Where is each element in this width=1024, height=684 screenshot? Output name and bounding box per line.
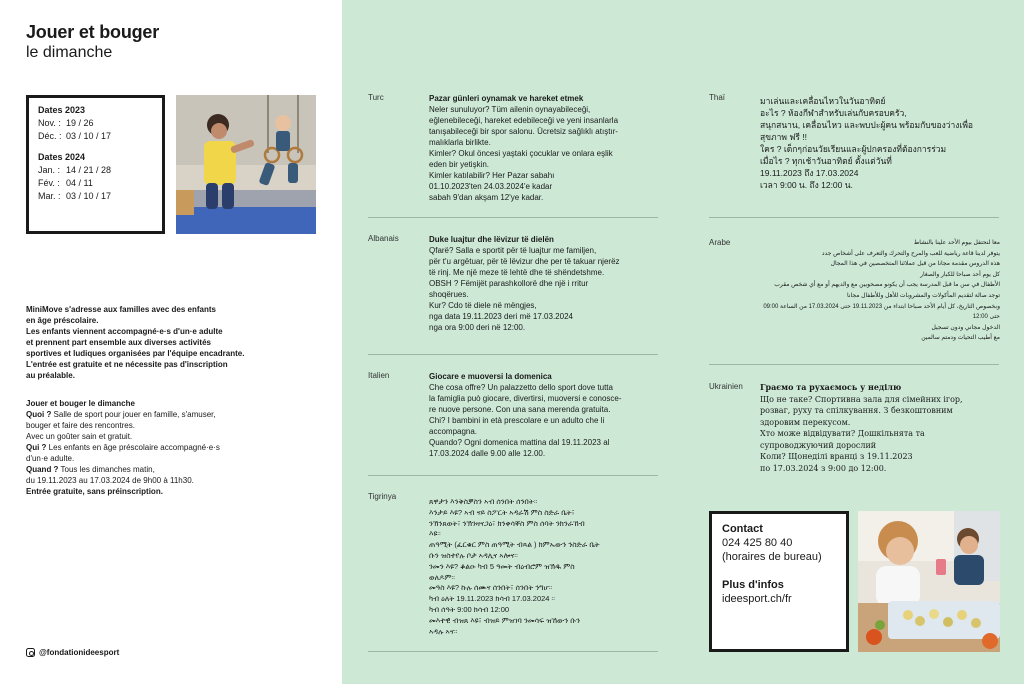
website-link[interactable]: ideesport.ch/fr [722,593,792,605]
date-row: Nov. : 19 / 26 [38,118,94,128]
contact-box [709,511,849,652]
divider [368,475,658,476]
dates-2023-heading: Dates 2023 [38,105,86,115]
section-arabe: معا لنحتفل بيوم الأحد علينا بالنشاط يتوفر لدينا قاعة رياضية للعب والمرح والتحرك والتعرف على أشخاص جدد هذه الدروس مقدمة مجانا من قبل عملائنا المتخصصين في هذا المجال كل يوم أحد صباحا للكبار والصغار الأطفال في سن ما قبل المدرسة يجب أن يكونو مصحوبين مع والديهم أو مع أي شخص مقرب توجد صالة لتقديم المأكولات والمشروبات للأهل وللأطفال مجانا وبخصوص التاريخ، كل أيام الأحد صباحا ابتداء من 19.11.2023 حتى 17.03.2024 من الساعة 09:00 حتى 12:00 الدخول مجاني ودون تسجيل مع أطيب التحيات ودمتم سالمين [763,240,1000,342]
dates-box [26,95,165,234]
section-albanais: Duke luajtur dhe lëvizur të dielën Qfarë? Salla e sportit për të luajtur me familjen, për t'u argëtuar, për të lëvizur dhe per të takuar njerëz të rinj. Me një meze të lehtë dhe të shëndetshme. OBSH ? Fëmijët parashkollorë dhe një i rritur shoqërues. Kur? Cdo të diele në mëngjes, nga data 19.11.2023 deri më 17.03.2024 nga ora 9:00 deri në 12:00. [429,235,620,332]
french-info: Jouer et bouger le dimanche Quoi ? Salle de sport pour jouer en famille, s'amuser, bouger et faire des rencontres. Avec un goûter sain et gratuit. Qui ? Les enfants en âge préscolaire accompagné·e·s d'un·e adulte. Quand ? Tous les dimanches matin, du 19.11.2023 au 17.03.2024 de 9h00 à 11h30. Entrée gratuite, sans préinscription. [26,398,326,497]
date-row: Fév. : 04 / 11 [38,178,93,188]
french-heading: Jouer et bouger le dimanche [26,399,135,408]
divider [368,651,658,652]
divider [368,354,658,355]
date-row: Jan. : 14 / 21 / 28 [38,165,112,175]
page-title: Jouer et bouger [26,22,160,42]
lang-label-arabe: Arabe [709,238,731,247]
gym-photo [176,95,316,234]
section-tigrinya: ጸዋታን እንቅስቓስን ኣብ ሰንበት ሰንበት። እንታይ እዩ? ኣብ ናይ ስፖርት ኣዳራሽ ምስ ስድራ ቤት፣ ንኽንጸወት፣ ንኽንዛናጋዕ፣ ክንቀሳቐስ ምስ ሰባት ንክንራኸብ እዩ። ጠዓሚት (ፈርቁር ምስ ጠዓሚት ብጻል ) ክምኡውን ንስድራ ቤት ቡን ዝስተየሉ ቦታ ኣዳሊና ኣሎና። ንመን እዩ? ቆልዑ ካብ 5 ዓመት ብዕብሮም ዝኽዱ ምስ ወለዶም። መዓስ እዩ? ኩሉ ሰሙና ሰንበት፣ ሰንበት ንግሆ። ካብ ዕለት 19.11.2023 ክሳብ 17.03.2024 ። ካብ ሰዓት 9:00 ክሳብ 12:00 መእተዊ ብዝጸ እዩ፣ ብዝይ ምዝገባ ንመሳፍ ዝኸውን ቡን ኣዳሉ ኣና። [429,497,600,636]
lang-label-thai: Thaï [709,93,726,102]
lang-label-tigrinya: Tigrinya [368,492,397,501]
french-entry: Entrée gratuite, sans préinscription. [26,487,163,496]
divider [709,217,999,218]
lang-label-albanais: Albanais [368,234,399,243]
contact-hours: (horaires de bureau) [722,551,822,563]
lang-label-ukrainien: Ukrainien [709,382,743,391]
contact-phone[interactable]: 024 425 80 40 [722,537,793,549]
social-handle[interactable]: @fondationideesport [26,648,119,657]
instagram-icon [26,648,35,657]
page-subtitle: le dimanche [26,44,113,61]
section-italien: Giocare e muoversi la domenica Che cosa offre? Un palazzetto dello sport dove tutta la famiglia può giocare, divertirsi, muoversi e conosce- re nuove persone. Con una sana merenda gratuita. Chi? I bambini in età prescolare e un adulto che li accompagna. Quando? Ogni domenica mattina dal 19.11.2023 al 17.03.2024 dalle 9.00 alle 12.00. [429,372,622,458]
section-turc: Pazar günleri oynamak ve hareket etmek Neler sunuluyor? Tüm ailenin oynayabileceği, eğlenebileceği, hareket edebileceği ve yeni insanlarla tanışabileceği bir spor salonu. Ücretsiz sağlıklı atıştır- malıklarla birlikte. Kimler? Okul öncesi yaştaki çocuklar ve onlara eşlik eden bir yetişkin. Kimler katılabilir? Her Pazar sabahı 01.10.2023'ten 24.03.2024'e kadar sabah 9'dan akşam 12'ye kadar. [429,94,619,202]
divider [368,217,658,218]
more-info-label: Plus d'infos [722,579,784,591]
dates-2024-heading: Dates 2024 [38,152,86,162]
snack-photo-illustration [858,511,1000,652]
contact-title: Contact [722,523,763,535]
gym-photo-illustration [176,95,316,234]
left-panel [0,0,342,684]
section-ukrainien: Граємо та рухаємось у неділю Що не таке? Спортивна зала для сімейних ігор, розваг, руху та спілкування. З безкоштовним здоровим перекусом. Хто може відвідувати? Дошкільнята та супроводжуючий дорослий Коли? Щонеділі вранці з 19.11.2023 по 17.03.2024 з 9:00 до 12:00. [760,382,963,473]
lang-label-italien: Italien [368,371,390,380]
divider [709,364,999,365]
snack-photo [858,511,1000,652]
section-thai: มาเล่นและเคลื่อนไหวในวันอาทิตย์ อะไร ? ห้องกีฬาสำหรับเล่นกับครอบครัว, สนุกสนาน, เคลื่อนไหว และพบปะผู้คน พร้อมกับของว่างเพื่อ สุขภาพ ฟรี !! ใคร ? เด็กๆก่อนวัยเรียนและผู้ปกครองที่ต้องการร่วม เมื่อไร ? ทุกเช้าวันอาทิตย์ ตั้งแต่วันที่ 19.11.2023 ถึง 17.03.2024 เวลา 9:00 น. ถึง 12:00 น. [760,96,974,190]
lang-label-turc: Turc [368,93,384,102]
date-row: Déc. : 03 / 10 / 17 [38,131,112,141]
intro-paragraph: MiniMove s'adresse aux familles avec des enfants en âge préscolaire. Les enfants viennent accompagné·e·s d'un·e adulte et prennent part ensemble aux diverses activités sportives et ludiques organisées par l'équipe encadrante. L'entrée est gratuite et ne nécessite pas d'inscription au préalable. [26,305,245,380]
date-row: Mar. : 03 / 10 / 17 [38,191,112,201]
